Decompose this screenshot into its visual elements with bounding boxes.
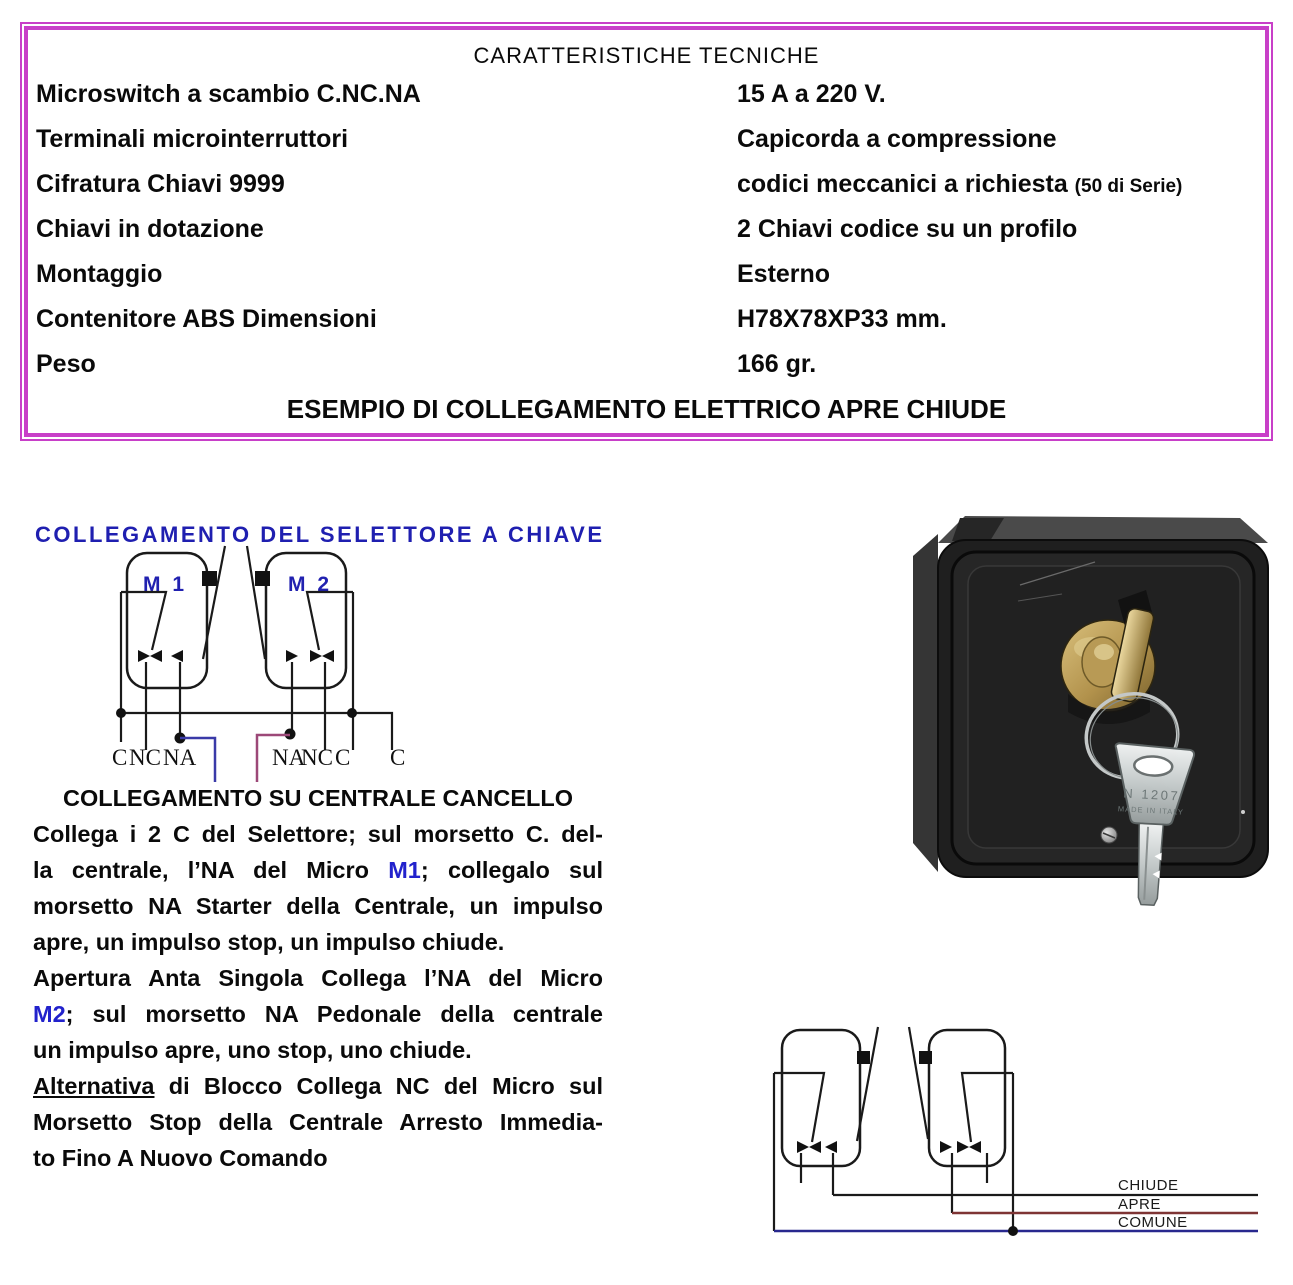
instructions-line: morsetto NA Starter della Centrale, un impulso [33, 893, 603, 919]
microswitch-m1-label: M 1 [143, 573, 188, 596]
wiring-diagram-title: COLLEGAMENTO DEL SELETTORE A CHIAVE [35, 522, 605, 547]
terminal-label-c2: C [335, 745, 351, 770]
spec-label: Peso [36, 350, 96, 378]
m1-button [202, 571, 217, 586]
chiude-label: CHIUDE [1118, 1177, 1179, 1194]
spec-table [20, 22, 1273, 441]
switch-b-contact-arrow [940, 1141, 952, 1153]
instructions-line: to Fino A Nuovo Comando [33, 1145, 328, 1171]
spec-table-title: CARATTERISTICHE TECNICHE [473, 43, 820, 68]
spec-row [36, 297, 1257, 342]
spec-row [36, 342, 1257, 387]
terminal-label-nc: NC [129, 745, 161, 770]
terminal-label-common: C [390, 745, 406, 770]
terminal-label-na: NA [163, 745, 197, 770]
cam-lever-right [247, 546, 265, 659]
instructions-line: la centrale, l’NA del Micro M1; collegalo sul [33, 857, 603, 883]
spec-label: Cifratura Chiavi 9999 [36, 170, 285, 198]
terminal-label-nc2: NC [301, 745, 333, 770]
junction-dot [1008, 1226, 1018, 1236]
m1-contact-arrow [171, 650, 183, 662]
alternativa-underlined: Alternativa [33, 1073, 155, 1099]
key-blade [1135, 823, 1163, 905]
instructions-line: Morsetto Stop della Centrale Arresto Immedia- [33, 1109, 603, 1135]
spec-label: Montaggio [36, 260, 163, 288]
connection-example-diagram [740, 1010, 1293, 1250]
key-selector-photo [900, 510, 1280, 910]
instructions-line: un impulso apre, uno stop, uno chiude. [33, 1037, 472, 1063]
lock-knob-highlight [1094, 644, 1114, 660]
spec-row [36, 162, 1257, 207]
terminal-label-c: C [112, 745, 128, 770]
instructions-heading: COLLEGAMENTO SU CENTRALE CANCELLO [62, 785, 574, 811]
switch-a-contact-arrow [809, 1141, 821, 1153]
m2-reference: M2 [33, 1001, 66, 1027]
spec-table-footer: ESEMPIO DI COLLEGAMENTO ELETTRICO APRE CHIUDE [286, 394, 1007, 424]
comune-label: COMUNE [1118, 1214, 1188, 1231]
spec-value-note: (50 di Serie) [1074, 176, 1183, 197]
spec-value: H78X78XP33 mm. [737, 305, 947, 333]
switch-b-contact-arrow [957, 1141, 969, 1153]
switch-a-button [857, 1051, 870, 1064]
box-side-face [913, 534, 938, 872]
switch-a-contact-arrow [825, 1141, 837, 1153]
switch-b-button [919, 1051, 932, 1064]
junction-dot [347, 708, 357, 718]
switch-b-contact-arrow [969, 1141, 981, 1153]
spec-value-text: codici meccanici a richiesta [737, 170, 1075, 198]
spec-row [36, 207, 1257, 252]
apre-label: APRE [1118, 1196, 1161, 1213]
spec-value: 2 Chiavi codice su un profilo [737, 215, 1078, 243]
instructions-line: Alternativa di Blocco Collega NC del Micro sul [33, 1073, 603, 1099]
spec-label: Terminali microinterruttori [36, 125, 349, 153]
instructions-line: M2; sul morsetto NA Pedonale della centrale [33, 1001, 603, 1027]
spec-value: Esterno [737, 260, 831, 288]
spec-table-inner [24, 26, 1269, 437]
instructions-line: Collega i 2 C del Selettore; sul morsetto C. del- [33, 821, 603, 847]
spec-value: 15 A a 220 V. [737, 80, 886, 108]
m2-contact-arrow [322, 650, 334, 662]
key-hole [1134, 756, 1173, 777]
m1-contact-arrow [150, 650, 162, 662]
spec-row [36, 117, 1257, 162]
spec-value: Capicorda a compressione [737, 125, 1057, 153]
instructions-line: apre, un impulso stop, un impulso chiude. [33, 929, 505, 955]
spec-label: Chiavi in dotazione [36, 215, 264, 243]
junction-dot [116, 708, 126, 718]
m1-contact-arrow [138, 650, 150, 662]
spec-value [737, 170, 1257, 199]
instructions-block [33, 780, 603, 1176]
instructions-line: Apertura Anta Singola Collega l’NA del Micro [33, 965, 603, 991]
switch-a-contact-arrow [797, 1141, 809, 1153]
spec-row [36, 72, 1257, 117]
key-origin-stamp: MADE IN ITALY [1117, 804, 1185, 817]
spec-label: Microswitch a scambio C.NC.NA [36, 80, 421, 108]
microswitch-m2-label: M 2 [288, 573, 333, 596]
key-code-stamp: N 1207 [1122, 785, 1181, 804]
m2-button [255, 571, 270, 586]
m1-reference: M1 [388, 857, 421, 883]
terminal-label-na2: NA [272, 745, 306, 770]
m2-contact-arrow [286, 650, 298, 662]
spec-row [36, 252, 1257, 297]
spec-label: Contenitore ABS Dimensioni [36, 305, 377, 333]
cam-lever-b [909, 1027, 928, 1139]
spec-value: 166 gr. [737, 350, 817, 378]
key-selector-wiring-diagram [25, 545, 610, 805]
speck [1241, 810, 1245, 814]
m2-contact-arrow [310, 650, 322, 662]
